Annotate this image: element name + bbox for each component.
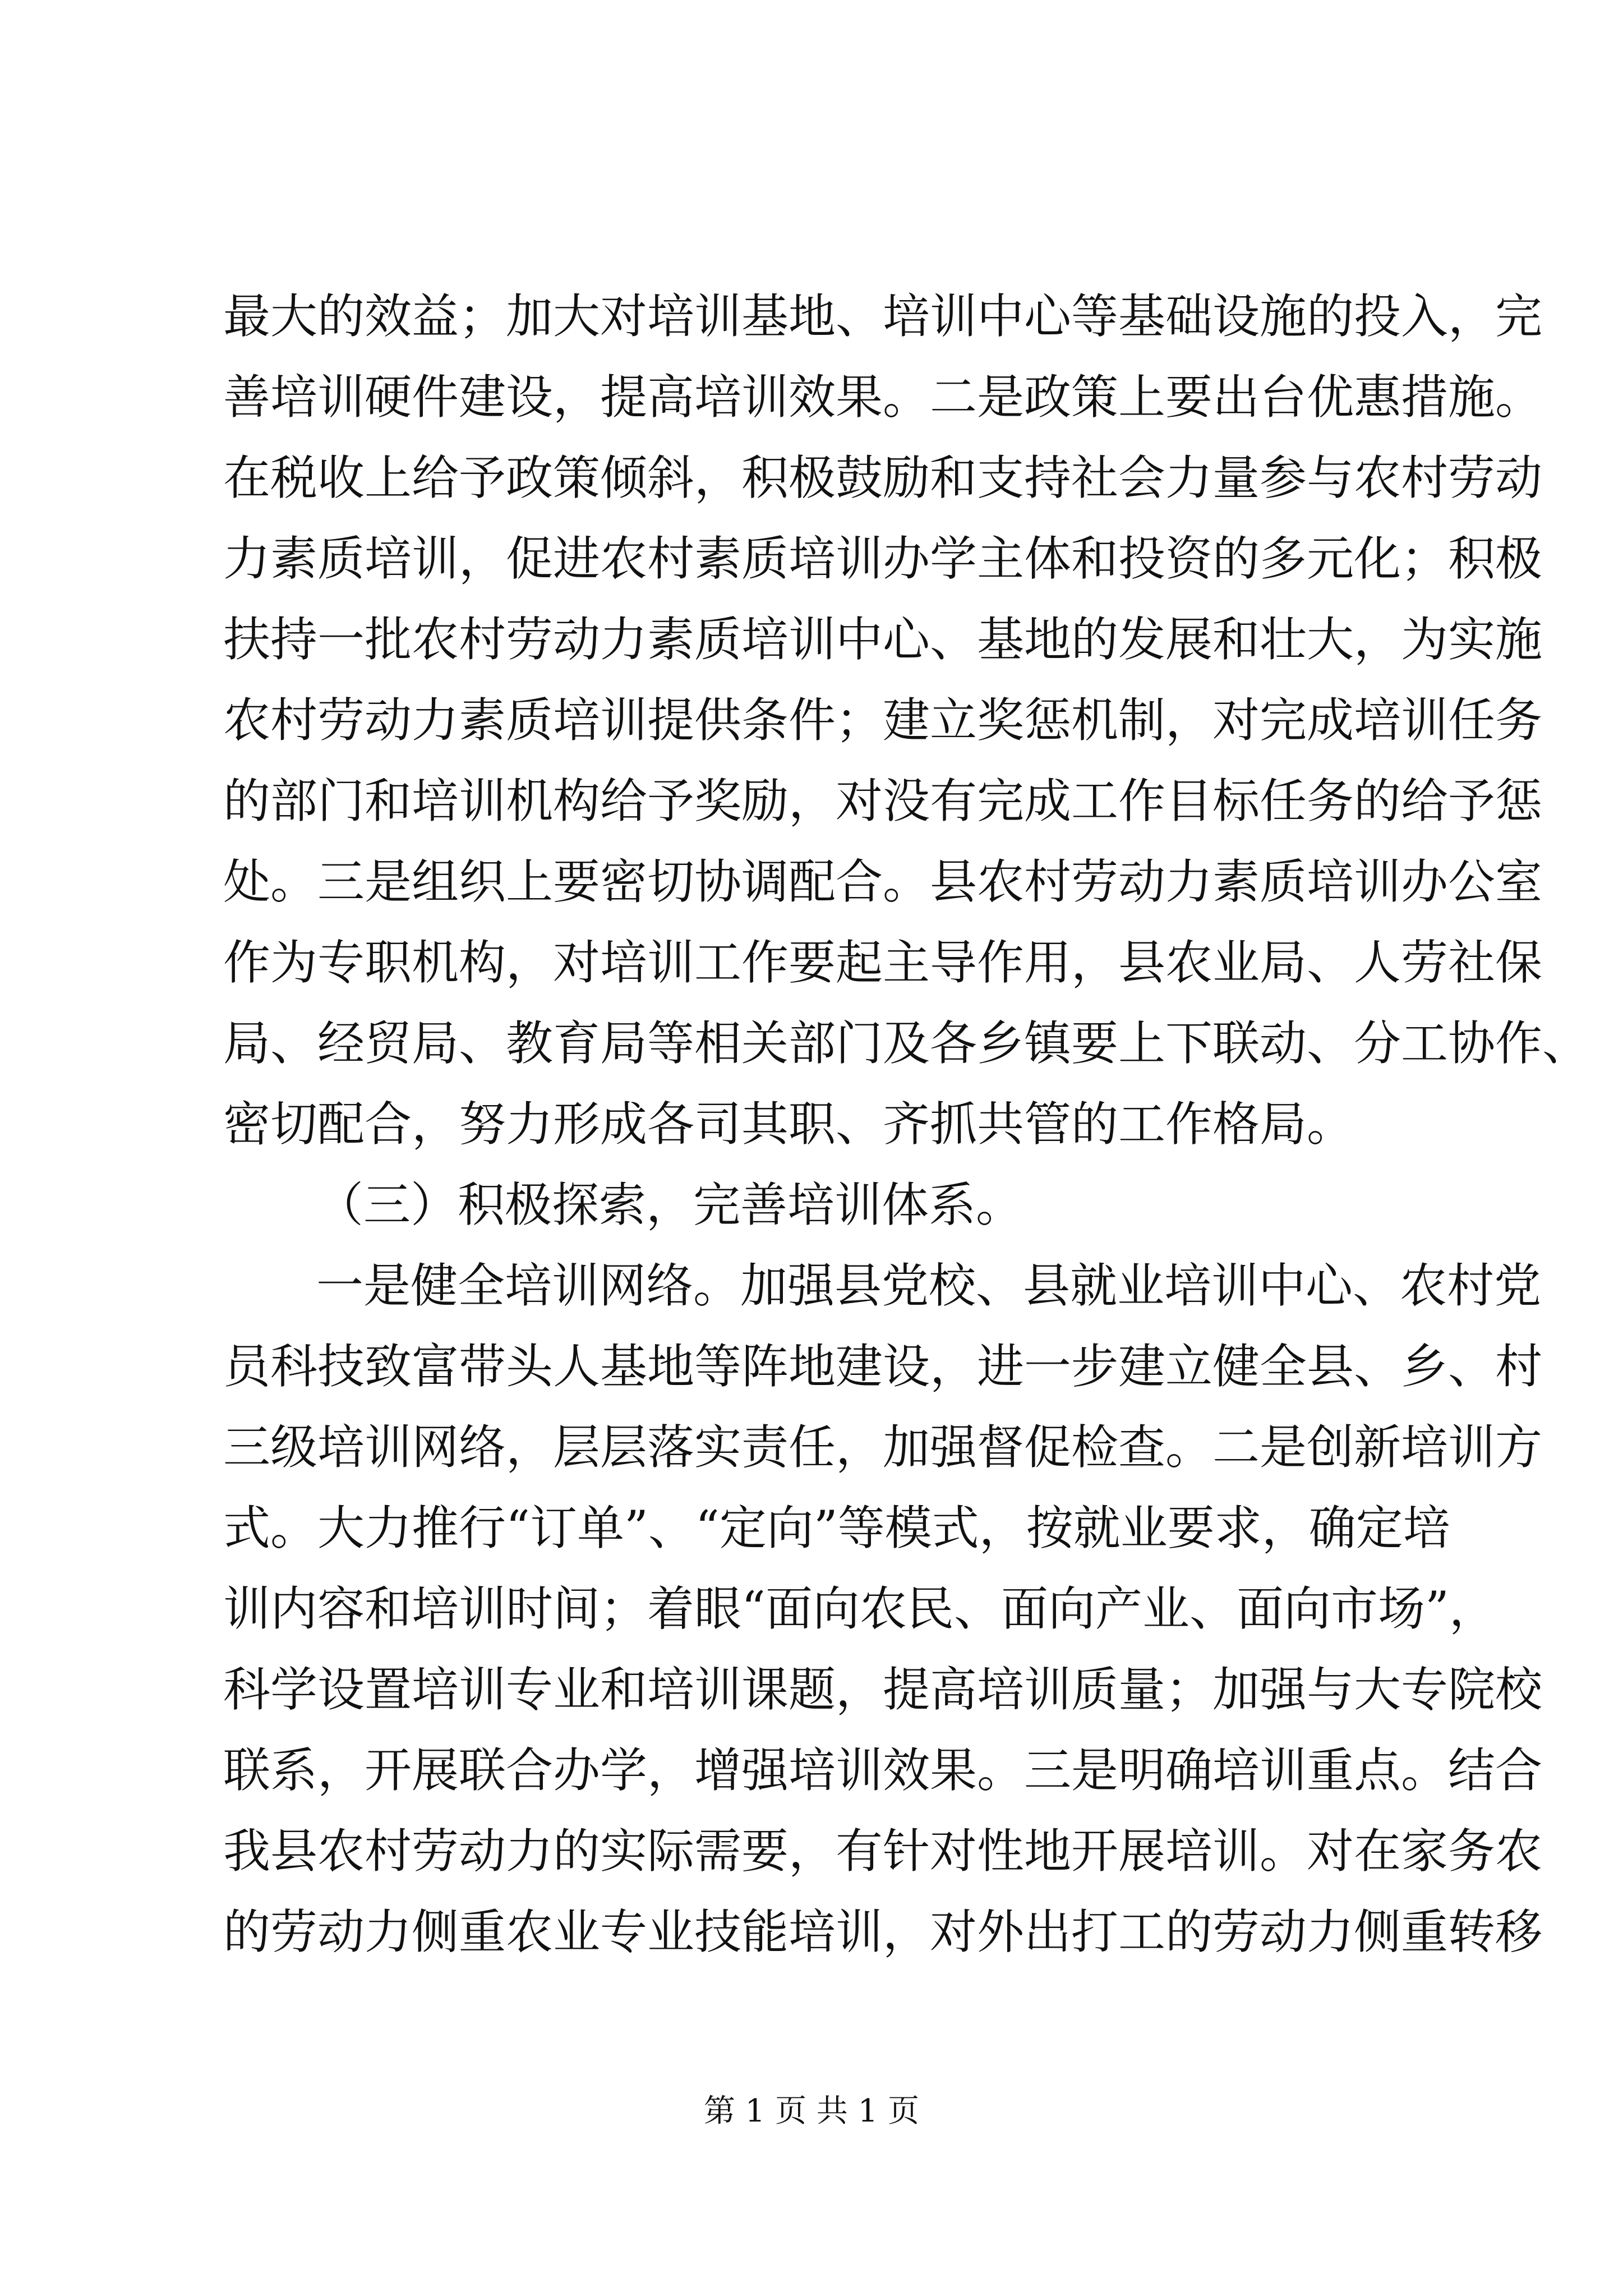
body-line-2: 善培训硬件建设，提高培训效果。二是政策上要出台优惠措施。 <box>223 370 1543 425</box>
body-line-15: 三级培训网络，层层落实责任，加强督促检查。二是创新培训方 <box>223 1420 1543 1475</box>
body-line-6: 农村劳动力素质培训提供条件；建立奖惩机制，对完成培训任务 <box>223 693 1543 748</box>
body-line-18: 科学设置培训专业和培训课题，提高培训质量；加强与大专院校 <box>223 1662 1543 1717</box>
body-line-19: 联系，开展联合办学，增强培训效果。三是明确培训重点。结合 <box>223 1743 1543 1798</box>
body-line-21: 的劳动力侧重农业专业技能培训，对外出打工的劳动力侧重转移 <box>223 1904 1543 1959</box>
body-line-9: 作为专职机构，对培训工作要起主导作用，县农业局、人劳社保 <box>223 935 1543 990</box>
body-line-1: 最大的效益；加大对培训基地、培训中心等基础设施的投入，完 <box>223 289 1543 344</box>
page-number-label: 第 1 页 共 1 页 <box>703 2093 920 2129</box>
body-line-11: 密切配合，努力形成各司其职、齐抓共管的工作格局。 <box>223 1097 1354 1152</box>
body-line-20: 我县农村劳动力的实际需要，有针对性地开展培训。对在家务农 <box>223 1824 1543 1879</box>
document-body <box>223 276 1590 1972</box>
page-footer <box>0 2089 1623 2134</box>
body-line-5: 扶持一批农村劳动力素质培训中心、基地的发展和壮大，为实施 <box>223 612 1543 667</box>
body-line-10: 局、经贸局、教育局等相关部门及各乡镇要上下联动、分工协作、 <box>223 1016 1590 1071</box>
body-line-16: 式。大力推行“订单”、“定向”等模式，按就业要求，确定培 <box>223 1501 1450 1556</box>
body-line-7: 的部门和培训机构给予奖励，对没有完成工作目标任务的给予惩 <box>223 774 1543 829</box>
body-line-4: 力素质培训，促进农村素质培训办学主体和投资的多元化；积极 <box>223 531 1543 586</box>
body-line-14: 员科技致富带头人基地等阵地建设，进一步建立健全县、乡、村 <box>223 1339 1543 1394</box>
body-line-13: 一是健全培训网络。加强县党校、县就业培训中心、农村党 <box>316 1258 1542 1313</box>
body-line-17: 训内容和培训时间；着眼“面向农民、面向产业、面向市场”， <box>223 1581 1496 1636</box>
body-line-3: 在税收上给予政策倾斜，积极鼓励和支持社会力量参与农村劳动 <box>223 450 1543 505</box>
section-heading: （三）积极探索，完善培训体系。 <box>316 1177 1023 1232</box>
body-line-8: 处。三是组织上要密切协调配合。县农村劳动力素质培训办公室 <box>223 854 1543 909</box>
